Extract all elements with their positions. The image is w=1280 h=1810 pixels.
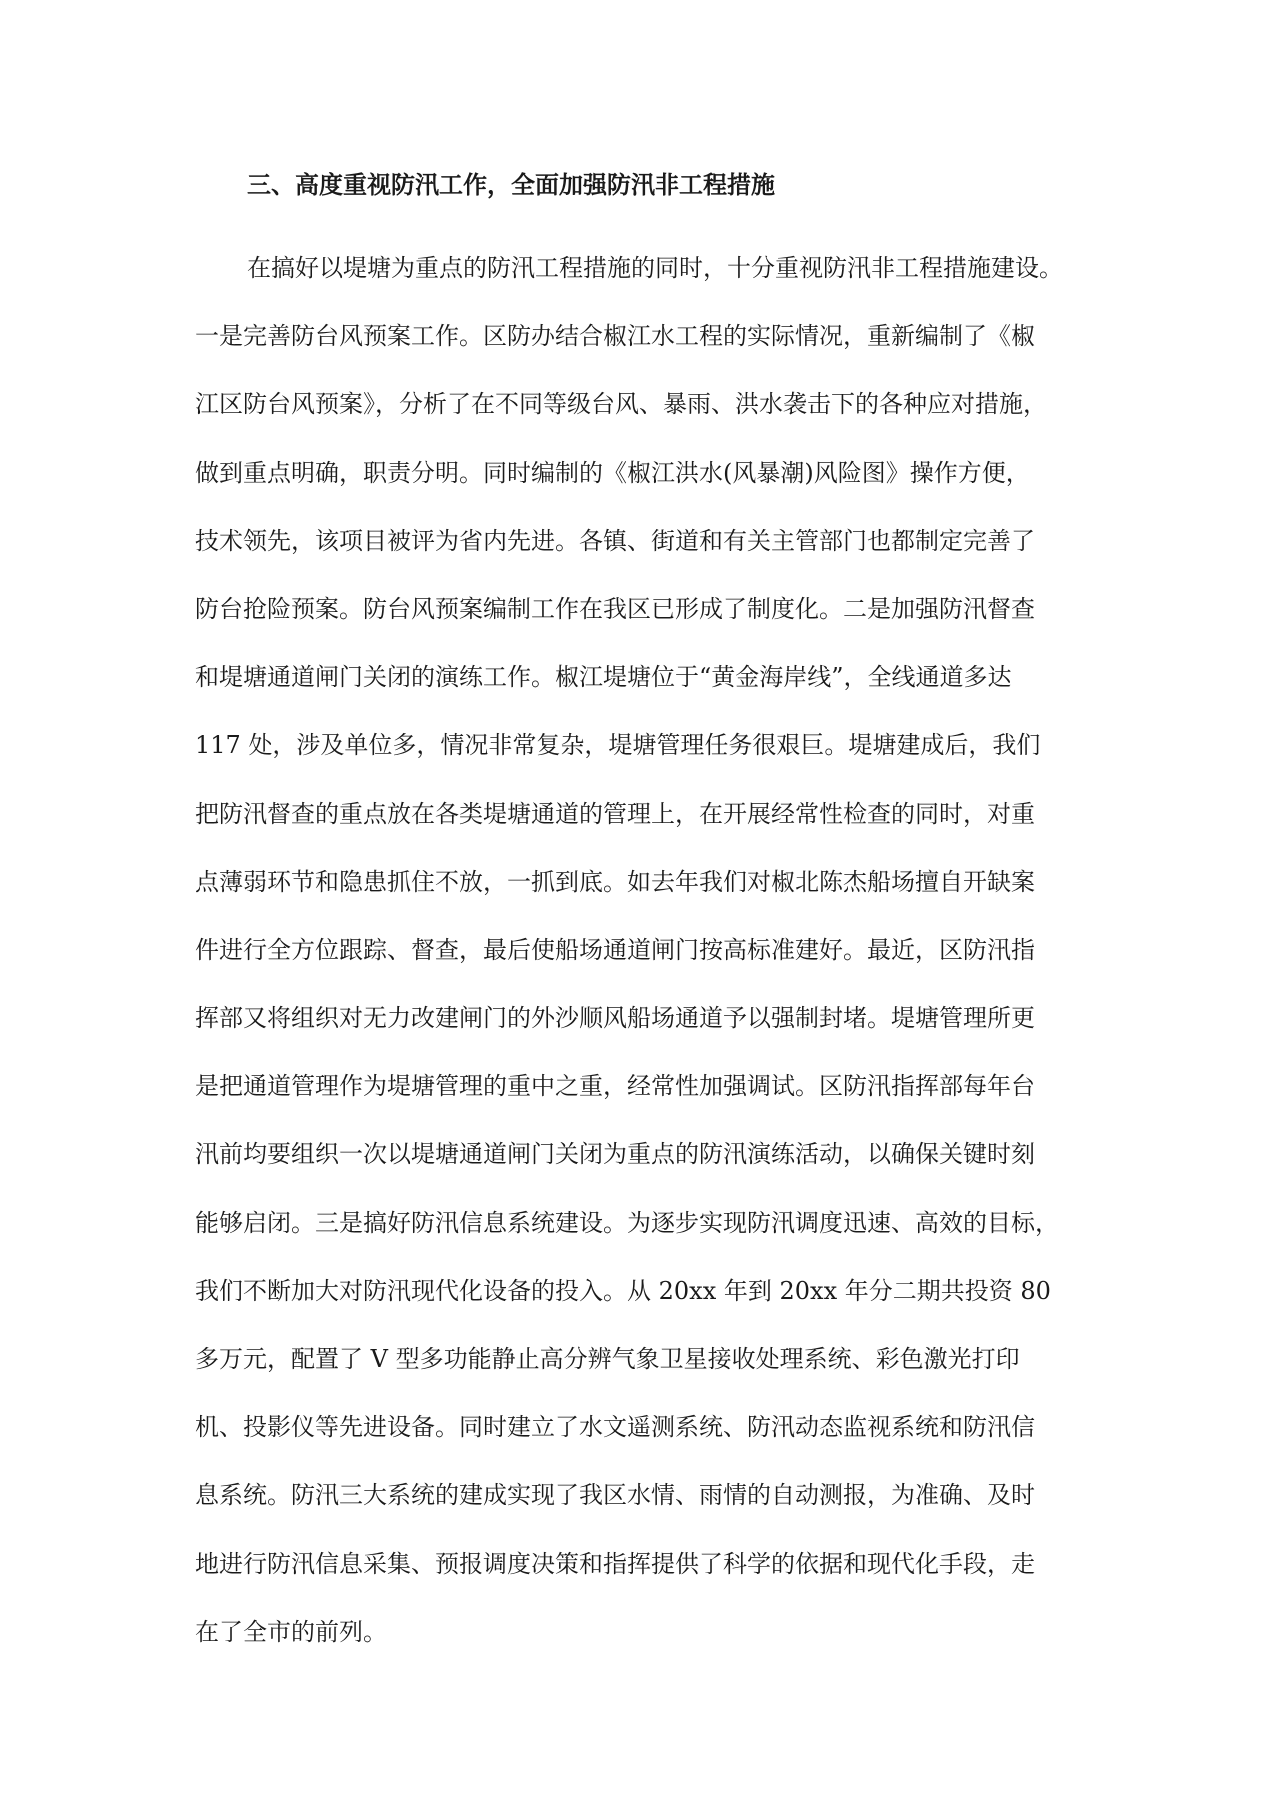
- paragraph-line: 和堤塘通道闸门关闭的演练工作。椒江堤塘位于“黄金海岸线”，全线通道多达: [195, 663, 1012, 692]
- paragraph-line: 挥部又将组织对无力改建闸门的外沙顺风船场通道予以强制封堵。堤塘管理所更: [195, 1004, 1035, 1033]
- paragraph-line: 机、投影仪等先进设备。同时建立了水文遥测系统、防汛动态监视系统和防汛信: [195, 1413, 1035, 1442]
- paragraph-line: 把防汛督查的重点放在各类堤塘通道的管理上，在开展经常性检查的同时，对重: [195, 799, 1035, 828]
- paragraph-line: 防台抢险预案。防台风预案编制工作在我区已形成了制度化。二是加强防汛督查: [195, 594, 1035, 623]
- paragraph-line: 117 处，涉及单位多，情况非常复杂，堤塘管理任务很艰巨。堤塘建成后，我们: [195, 731, 1041, 760]
- paragraph-line: 点薄弱环节和隐患抓住不放，一抓到底。如去年我们对椒北陈杰船场擅自开缺案: [195, 867, 1035, 896]
- paragraph-line: 在了全市的前列。: [195, 1617, 387, 1646]
- paragraph-line: 我们不断加大对防汛现代化设备的投入。从 20xx 年到 20xx 年分二期共投资 80: [195, 1276, 1051, 1305]
- paragraph-line: 在搞好以堤塘为重点的防汛工程措施的同时，十分重视防汛非工程措施建设。: [247, 254, 1063, 282]
- paragraph-line: 做到重点明确，职责分明。同时编制的《椒江洪水(风暴潮)风险图》操作方便，: [195, 458, 1030, 487]
- paragraph-line: 多万元，配置了 V 型多功能静止高分辨气象卫星接收处理系统、彩色激光打印: [195, 1345, 1020, 1373]
- paragraph-line: 息系统。防汛三大系统的建成实现了我区水情、雨情的自动测报，为准确、及时: [195, 1481, 1035, 1510]
- body-paragraph: [195, 234, 1100, 1666]
- section-heading: 三、高度重视防汛工作，全面加强防汛非工程措施: [247, 170, 775, 199]
- paragraph-line: 汛前均要组织一次以堤塘通道闸门关闭为重点的防汛演练活动，以确保关键时刻: [195, 1140, 1035, 1169]
- document-content: [195, 168, 1100, 1666]
- paragraph-line: 件进行全方位跟踪、督查，最后使船场通道闸门按高标准建好。最近，区防汛指: [195, 935, 1035, 964]
- paragraph-line: 技术领先，该项目被评为省内先进。各镇、街道和有关主管部门也都制定完善了: [195, 526, 1035, 555]
- paragraph-line: 能够启闭。三是搞好防汛信息系统建设。为逐步实现防汛调度迅速、高效的目标，: [195, 1208, 1059, 1237]
- paragraph-line: 地进行防汛信息采集、预报调度决策和指挥提供了科学的依据和现代化手段，走: [195, 1549, 1035, 1578]
- paragraph-line: 一是完善防台风预案工作。区防办结合椒江水工程的实际情况，重新编制了《椒: [195, 322, 1035, 351]
- paragraph-line: 是把通道管理作为堤塘管理的重中之重，经常性加强调试。区防汛指挥部每年台: [195, 1072, 1035, 1101]
- paragraph-line: 江区防台风预案》，分析了在不同等级台风、暴雨、洪水袭击下的各种应对措施，: [195, 390, 1047, 419]
